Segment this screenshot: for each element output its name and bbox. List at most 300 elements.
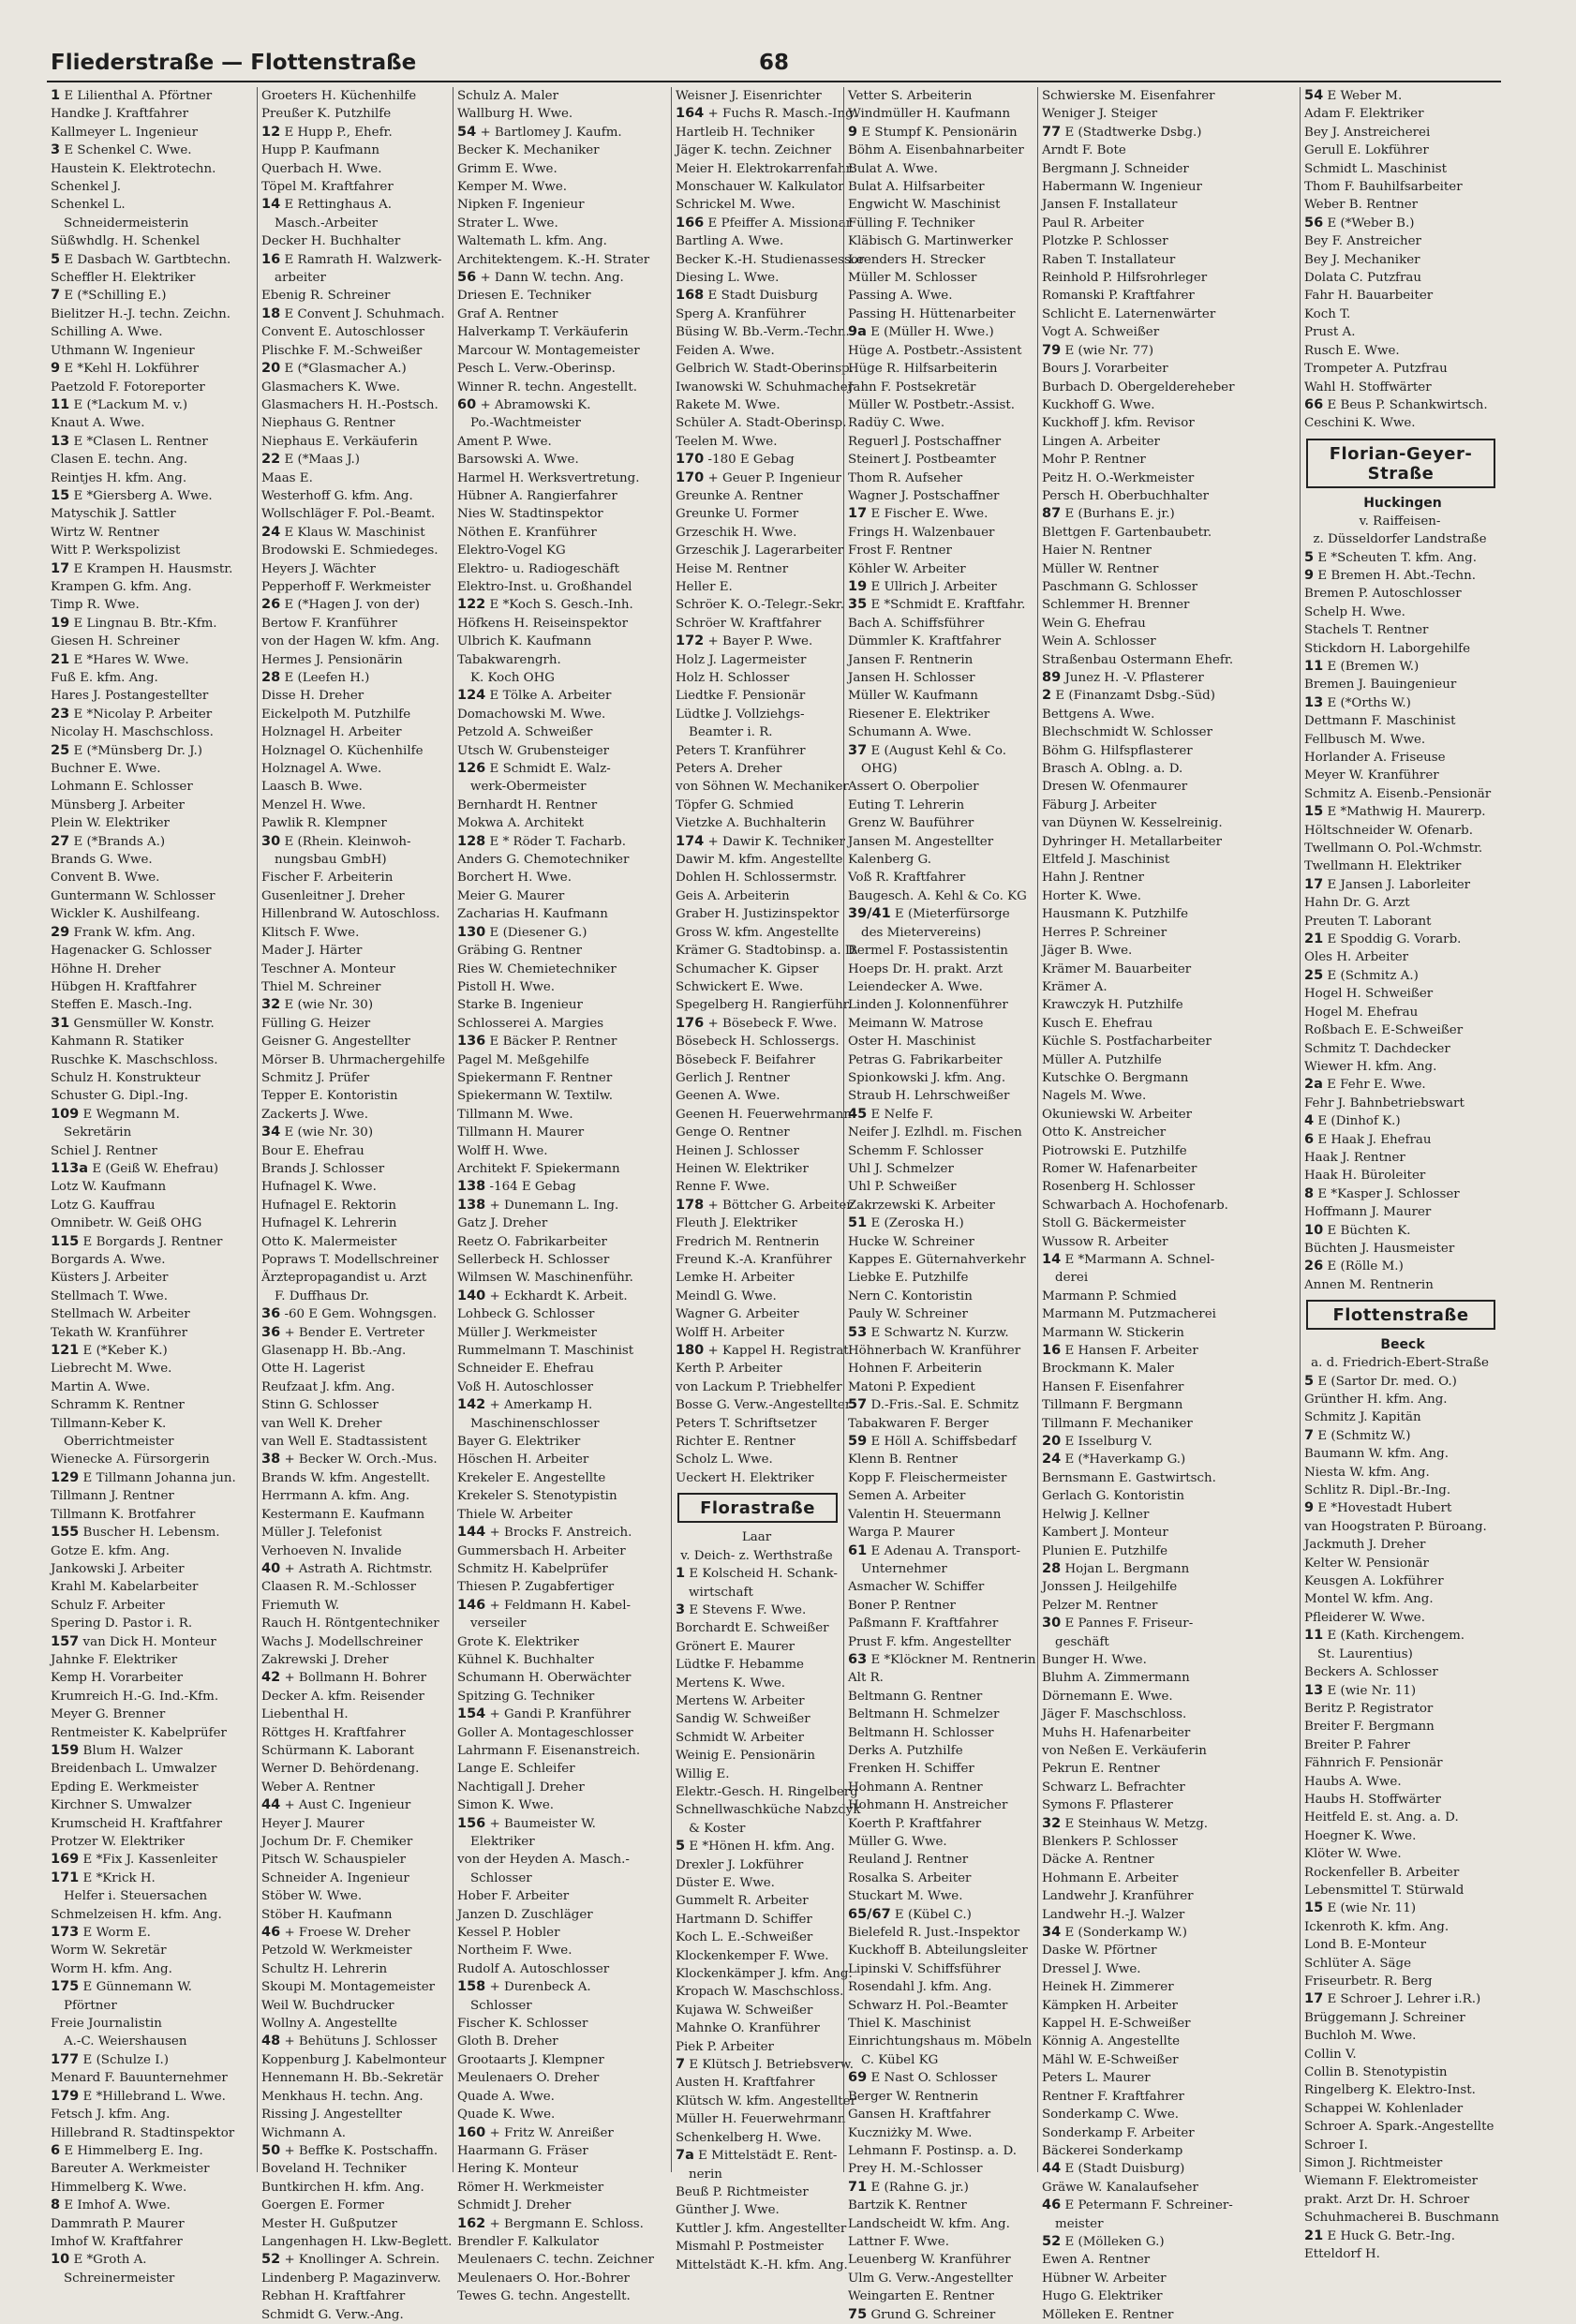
resident-text: + Fritz W. Anreißer <box>489 2125 614 2140</box>
resident-text: Alt R. <box>848 1671 884 1686</box>
directory-entry <box>676 1856 843 1874</box>
house-number: 3 <box>676 1601 686 1617</box>
resident-text: Mokwa A. Architekt <box>457 816 585 831</box>
resident-text: Stellmach T. Wwe. <box>51 1289 168 1304</box>
resident-text: z. Düsseldorfer Landstraße <box>1313 532 1487 547</box>
resident-text: Rentmeister K. Kabelprüfer <box>51 1725 227 1740</box>
directory-entry <box>676 542 843 559</box>
resident-text: Niesta W. kfm. Ang. <box>1304 1465 1430 1480</box>
directory-entry <box>261 1870 453 1887</box>
house-number: 87 <box>1042 506 1062 522</box>
directory-entry <box>261 1269 453 1287</box>
directory-entry <box>51 305 257 323</box>
directory-entry <box>261 1651 453 1669</box>
resident-text: Hahn J. Rentner <box>1042 871 1144 886</box>
house-number: 14 <box>261 197 281 213</box>
house-number: 144 <box>457 1525 486 1541</box>
resident-text: Schumann H. Oberwächter <box>457 1671 632 1686</box>
directory-entry <box>1042 1615 1300 1632</box>
directory-entry <box>51 505 257 523</box>
directory-entry <box>848 1978 1037 1996</box>
resident-text: Kappel H. E-Schweißer <box>1042 2017 1191 2032</box>
house-number: 156 <box>457 1815 486 1831</box>
directory-entry <box>1304 360 1501 378</box>
directory-entry <box>261 1978 453 1996</box>
directory-entry <box>457 1360 671 1378</box>
resident-text: Peters L. Maurer <box>1042 2071 1151 2086</box>
resident-text: Bösebeck F. Beifahrer <box>676 1052 816 1067</box>
resident-text: Persch H. Oberbuchhalter <box>1042 488 1209 503</box>
running-title: Fliederstraße — Flottenstraße <box>51 51 417 75</box>
resident-text: Euting T. Lehrerin <box>848 797 965 812</box>
directory-entry <box>676 1288 843 1305</box>
section-range <box>1304 1354 1501 1372</box>
directory-entry <box>51 2142 257 2160</box>
directory-entry <box>676 487 843 505</box>
directory-entry <box>457 560 671 578</box>
resident-text: Gräbing G. Rentner <box>457 944 583 959</box>
house-number: 179 <box>51 2088 80 2104</box>
resident-text: E Hupp P., Ehefr. <box>284 125 393 140</box>
directory-entry <box>51 414 257 432</box>
directory-entry <box>676 1051 843 1069</box>
resident-text: Bey J. Anstreicherei <box>1304 125 1431 140</box>
resident-text: Ulm G. Verw.-Angestellter <box>848 2271 1013 2286</box>
directory-entry <box>848 961 1037 978</box>
directory-entry <box>1042 1688 1300 1706</box>
resident-text: Spering D. Pastor i. R. <box>51 1616 193 1631</box>
directory-entry <box>457 869 671 886</box>
resident-text: Geenen H. Feuerwehrmann <box>676 1107 852 1122</box>
resident-text: Driesen E. Techniker <box>457 289 591 304</box>
resident-text: Passing H. Hüttenarbeiter <box>848 306 1016 321</box>
directory-entry <box>51 323 257 341</box>
directory-entry <box>1304 2009 1501 2027</box>
resident-text: Schemm F. Schlosser <box>848 1143 984 1158</box>
resident-text: Küchle S. Postfacharbeiter <box>1042 1035 1212 1050</box>
directory-entry <box>848 1069 1037 1087</box>
directory-entry <box>51 1069 257 1087</box>
resident-text: Höfkens H. Reiseinspektor <box>457 616 628 631</box>
resident-text: Hogel M. Ehefrau <box>1304 1005 1419 1020</box>
directory-entry <box>1304 2154 1501 2172</box>
directory-entry <box>676 1584 843 1601</box>
resident-text: Brüggemann J. Schreiner <box>1304 2010 1465 2025</box>
resident-text: Gelbrich W. Stadt-Oberinsp. <box>676 362 854 377</box>
resident-text: Reufzaat J. kfm. Ang. <box>261 1379 395 1394</box>
house-number: 11 <box>1304 658 1324 674</box>
directory-entry <box>676 2074 843 2092</box>
directory-entry <box>51 2179 257 2197</box>
directory-entry <box>1042 196 1300 214</box>
section-range <box>1304 513 1501 530</box>
directory-entry <box>457 414 671 432</box>
directory-entry <box>1042 1960 1300 1978</box>
resident-text: verseiler <box>470 1616 527 1631</box>
resident-text: Hogel H. Schweißer <box>1304 987 1434 1002</box>
house-number: 56 <box>1304 215 1324 231</box>
resident-text: von der Hagen W. kfm. Ang. <box>261 634 440 649</box>
directory-entry <box>51 1142 257 1160</box>
directory-entry <box>261 451 453 469</box>
directory-entry <box>457 2270 671 2287</box>
directory-entry <box>51 232 257 250</box>
resident-text: -180 E Gebag <box>707 453 795 468</box>
directory-entry <box>261 1633 453 1651</box>
house-number: 15 <box>1304 1900 1324 1916</box>
resident-text: Helwig J. Kellner <box>1042 1507 1150 1522</box>
resident-text: Schröer W. Kraftfahrer <box>676 616 822 631</box>
directory-entry <box>1304 1518 1501 1536</box>
directory-entry <box>261 414 453 432</box>
directory-entry <box>261 760 453 778</box>
resident-text: Po.-Wachtmeister <box>470 416 581 431</box>
resident-text: Westerhoff G. kfm. Ang. <box>261 488 413 503</box>
resident-text: Hojan L. Bergmann <box>1064 1561 1190 1576</box>
resident-text: + Abramowski K. <box>480 397 591 412</box>
directory-entry <box>848 2270 1037 2287</box>
directory-entry <box>261 87 453 105</box>
directory-entry <box>1304 1240 1501 1258</box>
directory-entry <box>1042 2306 1300 2324</box>
resident-text: Jäger K. techn. Zeichner <box>676 143 832 158</box>
resident-text: Peters A. Dreher <box>676 762 782 777</box>
resident-text: Röttges H. Kraftfahrer <box>261 1725 406 1740</box>
directory-entry <box>676 651 843 669</box>
directory-entry <box>848 1142 1037 1160</box>
resident-text: + Bayer P. Wwe. <box>707 634 813 649</box>
resident-text: Berger W. Rentnerin <box>848 2089 979 2104</box>
resident-text: Zakrewski J. Dreher <box>261 1652 389 1667</box>
directory-entry <box>51 1378 257 1396</box>
directory-entry <box>848 1870 1037 1887</box>
directory-entry <box>1304 913 1501 931</box>
directory-entry <box>676 124 843 142</box>
resident-text: E (Rhein. Kleinwoh- <box>284 834 411 849</box>
directory-entry <box>261 1469 453 1487</box>
directory-entry <box>676 1197 853 1214</box>
resident-text: Pawlik R. Klempner <box>261 816 387 831</box>
resident-text: Worm W. Sekretär <box>51 1944 167 1959</box>
directory-entry <box>51 1560 257 1578</box>
directory-entry <box>261 1033 453 1050</box>
directory-entry <box>1042 1924 1300 1942</box>
resident-text: Lingen A. Arbeiter <box>1042 434 1160 449</box>
directory-entry <box>848 1706 1037 1723</box>
resident-text: Groeters H. Küchenhilfe <box>261 89 417 103</box>
directory-entry <box>848 1651 1037 1669</box>
directory-entry <box>1042 1760 1300 1778</box>
directory-entry <box>261 269 453 287</box>
directory-entry <box>51 742 257 760</box>
resident-text: Rentner F. Kraftfahrer <box>1042 2089 1184 2104</box>
directory-entry <box>1042 578 1300 596</box>
directory-entry <box>261 2179 453 2197</box>
directory-entry <box>848 1451 1037 1468</box>
directory-entry <box>676 905 843 923</box>
resident-text: Hillenbrand W. Autoschloss. <box>261 907 440 922</box>
directory-entry <box>1042 178 1300 196</box>
directory-entry <box>261 1742 453 1760</box>
resident-text: Weil W. Buchdrucker <box>261 1998 394 2013</box>
resident-text: Marcour W. Montagemeister <box>457 343 640 358</box>
directory-entry <box>676 1565 843 1583</box>
resident-text: Blum H. Walzer <box>82 1743 183 1758</box>
resident-text: Otto K. Malermeister <box>261 1234 397 1249</box>
house-number: 6 <box>51 2142 61 2158</box>
resident-text: Laasch B. Wwe. <box>261 780 363 795</box>
resident-text: Scholz L. Wwe. <box>676 1452 773 1467</box>
directory-entry <box>51 1288 257 1305</box>
directory-entry <box>261 2233 453 2251</box>
resident-text: Fleuth J. Elektriker <box>676 1216 797 1231</box>
resident-text: Lüdtke J. Vollziehgs- <box>676 707 805 722</box>
resident-text: Hufnagel E. Rektorin <box>261 1198 397 1213</box>
directory-entry <box>51 1233 257 1251</box>
resident-text: Brodowski E. Schmiedeges. <box>261 544 439 559</box>
resident-text: E Isselburg V. <box>1064 1435 1152 1450</box>
house-number: 37 <box>848 742 868 758</box>
house-number: 63 <box>848 1651 868 1667</box>
directory-entry <box>261 1706 453 1723</box>
directory-entry <box>457 1324 671 1342</box>
directory-entry <box>261 560 453 578</box>
directory-entry <box>1042 2015 1300 2033</box>
directory-entry <box>1304 160 1501 178</box>
resident-text: Thiel K. Maschinist <box>848 2017 971 2032</box>
resident-text: Habermann W. Ingenieur <box>1042 180 1202 195</box>
directory-entry <box>676 215 853 232</box>
resident-text: Beckers A. Schlosser <box>1304 1665 1438 1680</box>
resident-text: + Kappel H. Registrat. <box>707 1344 853 1359</box>
directory-entry <box>51 942 257 960</box>
directory-entry <box>261 2033 453 2050</box>
directory-entry <box>848 560 1037 578</box>
directory-entry <box>261 1815 453 1833</box>
directory-entry <box>848 814 1037 832</box>
resident-text: Junez H. -V. Pflasterer <box>1064 671 1204 685</box>
resident-text: Assert O. Oberpolier <box>848 780 979 795</box>
directory-entry <box>51 1742 257 1760</box>
resident-text: Schwierske M. Eisenfahrer <box>1042 89 1215 103</box>
directory-entry <box>676 778 849 796</box>
resident-text: Kessel P. Hobler <box>457 1926 560 1941</box>
resident-text: Liedtke F. Pensionär <box>676 689 806 704</box>
directory-entry <box>261 142 453 159</box>
resident-text: von Neßen E. Verkäuferin <box>1042 1743 1207 1758</box>
directory-entry <box>1042 1378 1300 1396</box>
directory-entry <box>457 1197 671 1214</box>
resident-text: Barsowski A. Wwe. <box>457 453 579 468</box>
directory-entry <box>1042 1724 1300 1742</box>
directory-entry <box>1042 706 1300 723</box>
directory-entry <box>848 2287 1037 2305</box>
directory-entry <box>848 1542 1037 1560</box>
resident-text: a. d. Friedrich-Ebert-Straße <box>1311 1356 1489 1371</box>
resident-text: Holznagel A. Wwe. <box>261 762 382 777</box>
resident-text: Nipken F. Ingenieur <box>457 198 585 213</box>
directory-entry <box>676 2093 856 2110</box>
resident-text: + Dawir K. Techniker <box>707 834 845 849</box>
resident-text: Neifer J. Ezlhdl. m. Fischen <box>848 1125 1022 1140</box>
resident-text: Buscher H. Lebensm. <box>82 1526 220 1541</box>
directory-entry <box>848 887 1037 905</box>
resident-text: Sekretärin <box>64 1125 132 1140</box>
directory-entry <box>51 269 257 287</box>
directory-entry <box>1304 1222 1501 1240</box>
directory-entry <box>1304 1276 1501 1294</box>
house-number: 9 <box>1304 567 1315 583</box>
resident-text: Rissing J. Angestellter <box>261 2108 402 2123</box>
directory-entry <box>261 1360 453 1378</box>
resident-text: Koch T. <box>1304 306 1351 321</box>
directory-entry <box>848 1342 1037 1360</box>
resident-text: + Amerkamp H. <box>489 1398 593 1413</box>
resident-text: Sellerbeck H. Schlosser <box>457 1253 610 1267</box>
directory-entry <box>261 687 453 705</box>
directory-entry <box>848 232 1037 250</box>
directory-entry <box>261 1251 453 1269</box>
resident-text: E Büchten K. <box>1327 1223 1411 1238</box>
resident-text: Teelen M. Wwe. <box>676 434 778 449</box>
resident-text: Ärztepropagandist u. Arzt <box>261 1271 427 1286</box>
directory-entry <box>1042 1633 1300 1651</box>
resident-text: Dammrath P. Maurer <box>51 2216 185 2231</box>
directory-entry <box>261 814 453 832</box>
directory-entry <box>848 542 1037 559</box>
directory-entry <box>676 1087 843 1105</box>
directory-entry <box>848 1124 1037 1141</box>
directory-entry <box>51 1433 257 1451</box>
resident-text: Strater L. Wwe. <box>457 216 558 231</box>
resident-text: Borchardt E. Schweißer <box>676 1621 829 1636</box>
directory-entry <box>676 323 850 341</box>
directory-entry <box>1042 560 1300 578</box>
directory-entry <box>51 1724 257 1742</box>
resident-text: Wein A. Schlosser <box>1042 634 1156 649</box>
resident-text: Zakrzewski K. Arbeiter <box>848 1198 995 1213</box>
directory-entry <box>1304 1131 1501 1149</box>
directory-entry <box>261 633 453 650</box>
directory-entry <box>51 1305 257 1323</box>
directory-entry <box>676 1305 843 1323</box>
house-number: 9 <box>51 361 61 377</box>
resident-text: Lond B. E-Monteur <box>1304 1938 1427 1953</box>
directory-entry <box>261 1906 453 1924</box>
directory-entry <box>457 1051 671 1069</box>
resident-text: E Spoddig G. Vorarb. <box>1327 932 1462 947</box>
house-number: 126 <box>457 761 486 777</box>
resident-text: Kestermann E. Kaufmann <box>261 1507 425 1522</box>
house-number: 32 <box>1042 1815 1062 1831</box>
directory-entry <box>848 1578 1037 1596</box>
house-number: 142 <box>457 1397 486 1413</box>
house-number: 180 <box>676 1343 705 1359</box>
directory-entry <box>1042 1360 1300 1378</box>
resident-text: Heinek H. Zimmerer <box>1042 1980 1174 1995</box>
directory-entry <box>676 1033 843 1050</box>
resident-text: Rosalka S. Arbeiter <box>848 1870 972 1885</box>
directory-entry <box>1304 1258 1501 1275</box>
directory-entry <box>51 1015 257 1033</box>
directory-entry <box>1304 1899 1501 1917</box>
resident-text: E Bäcker P. Rentner <box>489 1035 617 1050</box>
directory-entry <box>51 2124 257 2142</box>
directory-entry <box>676 1378 843 1396</box>
directory-entry <box>676 379 855 396</box>
directory-entry <box>676 1360 843 1378</box>
resident-text: E *Giersberg A. Wwe. <box>73 488 213 503</box>
directory-entry <box>261 2197 453 2214</box>
house-number: 57 <box>848 1397 868 1413</box>
resident-text: E Adenau A. Transport- <box>870 1543 1021 1558</box>
directory-entry <box>676 287 843 305</box>
directory-entry <box>676 2056 854 2074</box>
resident-text: Monschauer W. Kalkulator <box>676 180 844 195</box>
directory-entry <box>676 2220 847 2238</box>
resident-text: Brasch A. Oblng. a. D. <box>1042 762 1183 777</box>
resident-text: Liebrecht M. Wwe. <box>51 1362 172 1377</box>
directory-entry <box>457 687 671 705</box>
resident-text: Hohmann E. Arbeiter <box>1042 1870 1179 1885</box>
directory-entry <box>261 1305 453 1323</box>
resident-text: Hausmann K. Putzhilfe <box>1042 907 1188 922</box>
resident-text: E *Marmann A. Schnel- <box>1064 1253 1215 1267</box>
house-number: 18 <box>261 305 281 321</box>
resident-text: E Dasbach W. Gartbtechn. <box>64 252 231 267</box>
resident-text: Genge O. Rentner <box>676 1125 790 1140</box>
resident-text: Koerth P. Kraftfahrer <box>848 1816 982 1831</box>
directory-entry <box>848 451 1037 469</box>
resident-text: Warga P. Maurer <box>848 1526 955 1541</box>
resident-text: E (Zeroska H.) <box>870 1216 964 1231</box>
directory-entry <box>51 633 257 650</box>
directory-entry <box>457 651 671 669</box>
directory-entry <box>457 615 671 633</box>
directory-entry <box>457 1906 671 1924</box>
resident-text: Wollschläger F. Pol.-Beamt. <box>261 507 436 522</box>
directory-entry <box>51 615 257 633</box>
resident-text: Wilmsen W. Maschinenführ. <box>457 1271 633 1286</box>
directory-entry <box>1304 1112 1501 1130</box>
directory-entry <box>1304 396 1501 414</box>
resident-text: Bey J. Mechaniker <box>1304 252 1420 267</box>
directory-entry <box>457 269 671 287</box>
directory-entry <box>1042 342 1300 360</box>
resident-text: Dresen W. Ofenmaurer <box>1042 780 1188 795</box>
directory-entry <box>1304 1736 1501 1754</box>
resident-text: Graf A. Rentner <box>457 306 558 321</box>
resident-text: E Wegmann M. <box>82 1107 180 1122</box>
directory-entry <box>1042 1197 1300 1214</box>
resident-text: Hohnen F. Arbeiterin <box>848 1362 982 1377</box>
directory-entry <box>1042 323 1300 341</box>
resident-text: Kämpken H. Arbeiter <box>1042 1998 1178 2013</box>
resident-text: E (Stadt Duisburg) <box>1064 2162 1185 2177</box>
house-number: 8 <box>1304 1185 1315 1201</box>
resident-text: Oster H. Maschinist <box>848 1035 976 1050</box>
resident-text: Rosenberg H. Schlosser <box>1042 1180 1196 1195</box>
directory-entry <box>848 1815 1037 1833</box>
directory-entry <box>676 2129 843 2147</box>
directory-entry <box>51 342 257 360</box>
directory-entry <box>457 1578 671 1596</box>
directory-entry <box>1304 1572 1501 1590</box>
directory-entry <box>848 487 1037 505</box>
resident-text: Schwarz L. Befrachter <box>1042 1780 1185 1795</box>
directory-entry <box>848 342 1037 360</box>
resident-text: Hupp P. Kaufmann <box>261 143 380 158</box>
